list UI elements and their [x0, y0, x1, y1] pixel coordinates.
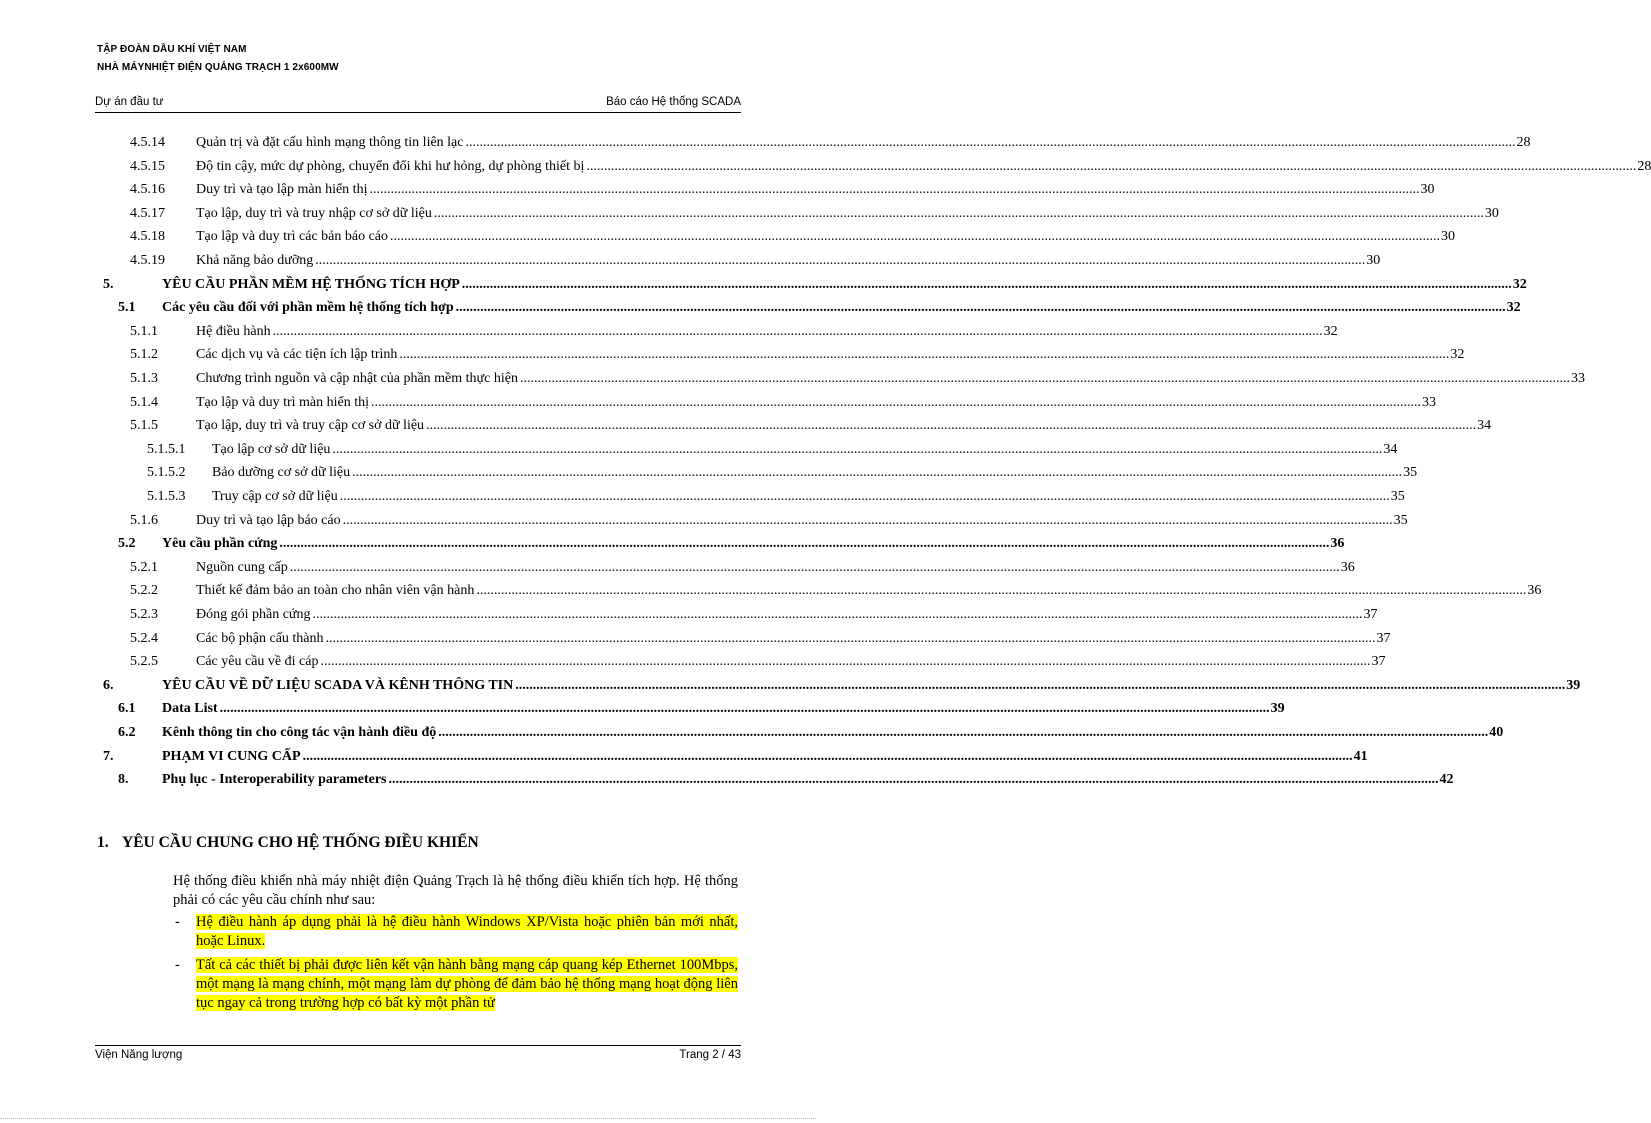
table-row[interactable]: [95, 464, 1418, 488]
toc-number: 5.2.4: [130, 630, 158, 646]
table-row[interactable]: [95, 582, 1542, 606]
toc-leader: ............................................................................................................................................................................................................................................................................................................: [519, 371, 1570, 386]
toc-leader: ............................................................................................................................................................................................................................................................................................................: [289, 559, 1340, 575]
toc-leader: ............................................................................................................................................................................................................................................................................................................: [339, 489, 1390, 504]
toc-number: 6.: [103, 677, 114, 693]
running-header: [95, 96, 741, 108]
toc-number: 4.5.14: [130, 135, 165, 150]
toc-title: Tạo lập, duy trì và truy cập cơ sở dữ liệu: [196, 418, 425, 434]
toc-page: 32: [1506, 300, 1521, 316]
table-row[interactable]: [95, 488, 1405, 512]
toc-leader: ............................................................................................................................................................................................................................................................................................................: [342, 512, 1393, 528]
table-row[interactable]: [95, 346, 1465, 370]
toc-page: 40: [1489, 725, 1504, 740]
table-row[interactable]: [95, 535, 1345, 559]
table-row[interactable]: [95, 158, 1651, 182]
toc-number: 4.5.19: [130, 253, 165, 268]
toc-number: 5.: [103, 276, 114, 292]
toc-number: 5.1.1: [130, 323, 158, 339]
toc-page: 30: [1366, 253, 1381, 268]
table-row[interactable]: [95, 606, 1378, 630]
toc-title: Yêu cầu phần cứng: [162, 536, 278, 552]
table-row[interactable]: [95, 653, 1386, 677]
toc-title: Phụ lục - Interoperability parameters: [162, 772, 387, 788]
institute-name: Viện Năng lượng: [95, 1049, 183, 1061]
toc-page: 32: [1450, 347, 1465, 363]
toc-leader: ............................................................................................................................................................................................................................................................................................................: [390, 229, 1441, 245]
toc-leader: ............................................................................................................................................................................................................................................................................................................: [388, 772, 1439, 788]
table-row[interactable]: [95, 252, 1381, 276]
toc-page: 28: [1516, 135, 1531, 150]
toc-page: 34: [1477, 418, 1492, 434]
toc-leader: ............................................................................................................................................................................................................................................................................................................: [433, 205, 1484, 221]
toc-page: 34: [1383, 441, 1398, 457]
toc-number: 5.1.4: [130, 394, 158, 410]
bullet-dash: -: [175, 957, 180, 973]
table-row[interactable]: [95, 394, 1437, 418]
toc-title: Các yêu cầu về đi cáp: [196, 654, 319, 670]
bullet-text: Hệ điều hành áp dụng phải là hệ điều hành Windows XP/Vista hoặc phiên bản mới nhất, hoặc Linux.: [196, 914, 738, 949]
toc-title: Thiết kế đảm bảo an toàn cho nhân viên vận hành: [196, 583, 475, 599]
toc-number: 5.2.1: [130, 559, 158, 575]
toc-leader: ............................................................................................................................................................................................................................................................................................................: [279, 536, 1330, 552]
table-row[interactable]: [95, 559, 1355, 583]
toc-page: 39: [1566, 677, 1581, 693]
toc-page: 35: [1390, 489, 1405, 504]
table-row[interactable]: [95, 228, 1456, 252]
toc-page: 30: [1441, 229, 1456, 245]
toc-number: 6.2: [118, 725, 136, 740]
table-row[interactable]: [95, 134, 1531, 158]
toc-title: PHẠM VI CUNG CẤP: [162, 748, 301, 764]
toc-number: 5.2: [118, 536, 136, 552]
toc-number: 5.1.6: [130, 512, 158, 528]
toc-number: 5.1.2: [130, 347, 158, 363]
toc-number: 4.5.18: [130, 229, 165, 245]
toc-leader: ............................................................................................................................................................................................................................................................................................................: [399, 347, 1450, 363]
toc-number: 5.1.5.2: [147, 465, 186, 481]
toc-number: 5.1.3: [130, 371, 158, 386]
table-row[interactable]: [95, 677, 1581, 701]
toc-number: 7.: [103, 748, 114, 764]
toc-page: 35: [1403, 465, 1418, 481]
toc-leader: ............................................................................................................................................................................................................................................................................................................: [476, 583, 1527, 599]
toc-leader: ............................................................................................................................................................................................................................................................................................................: [426, 418, 1477, 434]
toc-page: 33: [1570, 371, 1585, 386]
bullet-dash: -: [175, 914, 180, 930]
toc-number: 4.5.15: [130, 158, 165, 174]
toc-page: 30: [1484, 205, 1499, 221]
page-edge: [0, 1118, 816, 1119]
report-label: Báo cáo Hệ thống SCADA: [606, 96, 741, 108]
toc-page: 32: [1512, 276, 1527, 292]
toc-number: 6.1: [118, 701, 136, 717]
toc-page: 28: [1637, 158, 1651, 174]
toc-leader: ............................................................................................................................................................................................................................................................................................................: [369, 182, 1420, 198]
toc-page: 36: [1330, 536, 1345, 552]
toc-page: 36: [1527, 583, 1542, 599]
table-row[interactable]: [95, 724, 1504, 748]
toc-leader: ............................................................................................................................................................................................................................................................................................................: [312, 607, 1363, 622]
toc-title: Truy cập cơ sở dữ liệu: [212, 489, 338, 504]
toc-page: 33: [1422, 394, 1437, 410]
toc-page: 41: [1353, 748, 1368, 764]
toc-title: Kênh thông tin cho công tác vận hành điều độ: [162, 725, 437, 740]
toc-leader: ............................................................................................................................................................................................................................................................................................................: [325, 630, 1376, 646]
toc-page: 36: [1340, 559, 1355, 575]
footer-rule: [95, 1045, 741, 1046]
toc-title: Các dịch vụ và các tiện ích lập trình: [196, 347, 398, 363]
toc-leader: ............................................................................................................................................................................................................................................................................................................: [315, 253, 1366, 268]
toc-title: Các yêu cầu đối với phần mềm hệ thống tích hợp: [162, 300, 454, 316]
toc-title: Duy trì và tạo lập báo cáo: [196, 512, 341, 528]
toc-title: Chương trình nguồn và cập nhật của phần mềm thực hiện: [196, 371, 518, 386]
toc-leader: ............................................................................................................................................................................................................................................................................................................: [438, 725, 1489, 740]
toc-number: 8.: [118, 772, 129, 788]
toc-page: 32: [1323, 323, 1338, 339]
toc-page: 30: [1420, 182, 1435, 198]
company-name: TẬP ĐOÀN DẦU KHÍ VIỆT NAM: [97, 44, 247, 55]
toc-leader: ............................................................................................................................................................................................................................................................................................................: [586, 158, 1637, 174]
toc-title: Data List: [162, 701, 218, 717]
toc-leader: ............................................................................................................................................................................................................................................................................................................: [455, 300, 1506, 316]
toc-title: Nguồn cung cấp: [196, 559, 288, 575]
table-row[interactable]: [95, 771, 1454, 795]
header-rule: [95, 112, 741, 113]
table-row[interactable]: [95, 205, 1499, 229]
section-title: YÊU CẦU CHUNG CHO HỆ THỐNG ĐIỀU KHIỂN: [122, 834, 479, 851]
toc-number: 5.2.2: [130, 583, 158, 599]
toc-leader: ............................................................................................................................................................................................................................................................................................................: [371, 394, 1422, 410]
toc-title: Độ tin cậy, mức dự phòng, chuyển đổi khi hư hỏng, dự phòng thiết bị: [196, 158, 585, 174]
toc-leader: ............................................................................................................................................................................................................................................................................................................: [219, 701, 1270, 717]
toc-title: Tạo lập và duy trì màn hiển thị: [196, 394, 370, 410]
toc-title: YÊU CẦU PHẦN MỀM HỆ THỐNG TÍCH HỢP: [162, 276, 460, 292]
table-row[interactable]: [95, 323, 1338, 347]
table-row[interactable]: [95, 700, 1285, 724]
toc-title: Khả năng bảo dưỡng: [196, 253, 314, 268]
toc-title: Duy trì và tạo lập màn hiển thị: [196, 182, 368, 198]
toc-leader: ............................................................................................................................................................................................................................................................................................................: [332, 441, 1383, 457]
toc-leader: ............................................................................................................................................................................................................................................................................................................: [272, 323, 1323, 339]
toc-page: 39: [1270, 701, 1285, 717]
toc-title: Tạo lập cơ sở dữ liệu: [212, 441, 331, 457]
toc-leader: ............................................................................................................................................................................................................................................................................................................: [352, 465, 1403, 481]
toc-number: 5.2.5: [130, 654, 158, 670]
toc-number: 4.5.17: [130, 205, 165, 221]
page-footer: [95, 1049, 741, 1061]
table-row[interactable]: [95, 370, 1585, 394]
toc-number: 5.1: [118, 300, 136, 316]
plant-name: NHÀ MÁYNHIỆT ĐIỆN QUẢNG TRẠCH 1 2x600MW: [97, 62, 339, 73]
page-number: Trang 2 / 43: [679, 1049, 741, 1061]
bullet-text: Tất cả các thiết bị phải được liên kết vận hành bằng mạng cáp quang kép Ethernet 100Mbps, một mạng là mạng chính, một mạng làm dự phòng để đảm bảo hệ thống mạng hoạt động liên tục ngay cả trong trường hợp có bất kỳ một phần tử: [196, 957, 738, 1011]
toc-title: Đóng gói phần cứng: [196, 607, 311, 622]
toc-leader: ............................................................................................................................................................................................................................................................................................................: [302, 748, 1353, 764]
toc-title: Quản trị và đặt cấu hình mạng thông tin liên lạc: [196, 135, 464, 150]
toc-title: Tạo lập, duy trì và truy nhập cơ sở dữ liệu: [196, 205, 432, 221]
table-row[interactable]: [95, 748, 1368, 772]
toc-title: Tạo lập và duy trì các bản báo cáo: [196, 229, 389, 245]
toc-number: 5.2.3: [130, 607, 158, 622]
intro-paragraph: Hệ thống điều khiển nhà máy nhiệt điện Quảng Trạch là hệ thống điều khiển tích hợp. Hệ thống phải có các yêu cầu chính như sau:: [173, 873, 738, 908]
toc-title: Hệ điều hành: [196, 323, 271, 339]
toc-title: Các bộ phận cấu thành: [196, 630, 324, 646]
table-row[interactable]: [95, 417, 1492, 441]
toc-page: 42: [1439, 772, 1454, 788]
table-row[interactable]: [95, 276, 1527, 300]
toc-title: YÊU CẦU VỀ DỮ LIỆU SCADA VÀ KÊNH THÔNG TIN: [162, 677, 514, 693]
toc-number: 5.1.5.3: [147, 489, 186, 504]
toc-number: 5.1.5.1: [147, 441, 186, 457]
section-number: 1.: [97, 834, 109, 851]
table-row[interactable]: [95, 512, 1408, 536]
toc-page: 37: [1371, 654, 1386, 670]
toc-title: Bảo dưỡng cơ sở dữ liệu: [212, 465, 351, 481]
table-row[interactable]: [95, 441, 1398, 465]
toc-leader: ............................................................................................................................................................................................................................................................................................................: [461, 276, 1512, 292]
project-label: Dự án đầu tư: [95, 96, 164, 108]
toc-leader: ............................................................................................................................................................................................................................................................................................................: [465, 135, 1516, 150]
toc-page: 37: [1363, 607, 1378, 622]
toc-number: 4.5.16: [130, 182, 165, 198]
table-row[interactable]: [95, 630, 1391, 654]
toc-leader: ............................................................................................................................................................................................................................................................................................................: [515, 677, 1566, 693]
toc-page: 37: [1376, 630, 1391, 646]
table-row[interactable]: [95, 181, 1435, 205]
toc-number: 5.1.5: [130, 418, 158, 434]
toc-page: 35: [1393, 512, 1408, 528]
toc-leader: ............................................................................................................................................................................................................................................................................................................: [320, 654, 1371, 670]
table-row[interactable]: [95, 299, 1521, 323]
